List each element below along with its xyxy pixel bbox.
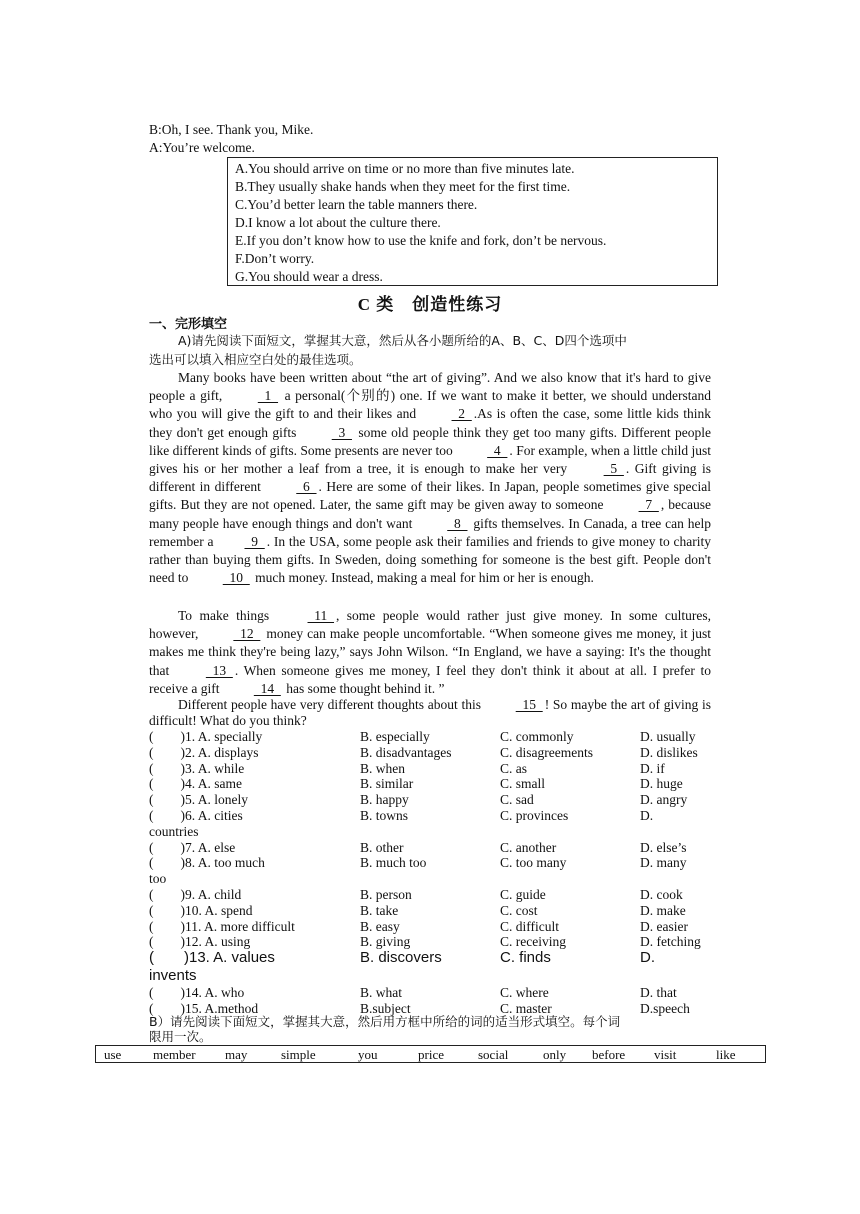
question-stem: ( )15. A.method bbox=[149, 1001, 259, 1016]
subsection-title: 一、完形填空 bbox=[149, 317, 228, 332]
option-b: B. take bbox=[360, 902, 399, 918]
question-stem: ( )7. A. else bbox=[149, 839, 236, 855]
question-stem: ( )13. A. values bbox=[149, 949, 275, 967]
word-box-item: member bbox=[153, 1047, 196, 1062]
option-d-wrap: too bbox=[149, 871, 167, 887]
option-b: B. what bbox=[360, 985, 402, 1001]
question-stem: ( )6. A. cities bbox=[149, 808, 243, 823]
option-b: B. especially bbox=[360, 729, 430, 744]
question-stem: ( )14. A. who bbox=[149, 985, 245, 1001]
option-c: C. guide bbox=[500, 887, 546, 902]
question-stem: ( )11. A. more difficult bbox=[149, 918, 295, 934]
option-c: C. another bbox=[500, 839, 557, 855]
option-d: D. bbox=[640, 949, 655, 967]
word-box-item: use bbox=[104, 1047, 122, 1062]
option-c: C. provinces bbox=[500, 808, 569, 823]
word-box-item: you bbox=[358, 1047, 378, 1062]
blank-13: 13 bbox=[205, 662, 233, 678]
blank-2: 2 bbox=[451, 406, 472, 422]
word-box-item: price bbox=[418, 1047, 444, 1062]
option-d: D. make bbox=[640, 902, 686, 918]
option-c: C. too many bbox=[500, 855, 567, 871]
question-stem: ( )9. A. child bbox=[149, 887, 242, 902]
question-stem: ( )3. A. while bbox=[149, 760, 245, 776]
options-box bbox=[227, 157, 718, 286]
option-b: B.subject bbox=[360, 1001, 411, 1016]
option-f: F.Don’t worry. bbox=[235, 251, 315, 266]
question-stem: ( )12. A. using bbox=[149, 934, 251, 950]
word-box-item: social bbox=[478, 1047, 509, 1062]
blank-6: 6 bbox=[296, 479, 317, 495]
option-d: D. if bbox=[640, 760, 665, 776]
option-d-wrap: countries bbox=[149, 823, 199, 839]
word-box-item: visit bbox=[654, 1047, 677, 1062]
instruction-a-line1: A)请先阅读下面短文，掌握其大意，然后从各小题所给的A、B、C、D四个选项中 bbox=[178, 333, 627, 348]
option-d: D. easier bbox=[640, 918, 688, 934]
blank-15: 15 bbox=[515, 697, 543, 712]
question-stem: ( )10. A. spend bbox=[149, 902, 253, 918]
option-b: B. towns bbox=[360, 808, 409, 823]
blank-10: 10 bbox=[222, 570, 250, 586]
option-c: C. cost bbox=[500, 902, 538, 918]
option-b: B. discovers bbox=[360, 949, 442, 967]
question-stem: ( )2. A. displays bbox=[149, 744, 259, 760]
passage-text: ! So maybe the art of giving is difficult! What do you think? bbox=[149, 697, 711, 728]
blank-5: 5 bbox=[603, 461, 624, 477]
passage-text: . For example, when a little child just gives his or her mother a leaf from a tree, it is enough to make her very bbox=[149, 442, 711, 477]
option-c: C.You’d better learn the table manners there. bbox=[235, 197, 478, 212]
passage-text: . Here are some of their likes. In Japan, people sometimes give special gifts. But they are not opened. Later, the same gift may be given away to someone bbox=[149, 479, 711, 513]
option-c: C. small bbox=[500, 776, 546, 792]
passage-text: Many books have been written about “the art of giving”. And we also know that it's hard to give people a gift, bbox=[149, 370, 711, 404]
instruction-b-line1: B）请先阅读下面短文，掌握其大意，然后用方框中所给的词的适当形式填空。每个词 bbox=[149, 1014, 621, 1029]
option-c: C. finds bbox=[500, 949, 551, 967]
option-e: E.If you don’t know how to use the knife and fork, don’t be nervous. bbox=[235, 233, 607, 248]
instruction-a-line2: 选出可以填入相应空白处的最佳选项。 bbox=[149, 352, 362, 367]
blank-12: 12 bbox=[233, 626, 261, 642]
question-stem: ( )4. A. same bbox=[149, 776, 242, 792]
option-c: C. difficult bbox=[500, 918, 559, 934]
passage-text: has some thought behind it. ” bbox=[282, 680, 445, 696]
option-d: D. huge bbox=[640, 776, 683, 792]
option-b: B.They usually shake hands when they meet for the first time. bbox=[235, 179, 571, 194]
dialog-line-b: B:Oh, I see. Thank you, Mike. bbox=[149, 122, 314, 137]
passage-text: , some people would rather just give money. In some cultures, however, bbox=[149, 608, 711, 642]
option-a: A.You should arrive on time or no more than five minutes late. bbox=[235, 161, 575, 176]
passage-text: To make things bbox=[178, 608, 277, 623]
blank-8: 8 bbox=[447, 515, 468, 531]
passage-text: a personal(个别的) one. If we want to make it better, we should understand who you will give the gift to and their likes and bbox=[149, 388, 711, 422]
option-d: D. many bbox=[640, 855, 687, 871]
passage-paragraph-1 bbox=[149, 369, 711, 587]
option-c: C. sad bbox=[500, 792, 534, 808]
instruction-b-line2: 限用一次。 bbox=[149, 1029, 212, 1044]
option-b: B. person bbox=[360, 887, 412, 902]
option-b: B. easy bbox=[360, 918, 400, 934]
blank-9: 9 bbox=[244, 533, 265, 549]
passage-text: . In the USA, some people ask their families and friends to give money to charity rather than buying them gifts. In Sweden, doing something for someone is the best gift. People don't need to bbox=[149, 533, 711, 586]
option-d: D. else’s bbox=[640, 839, 687, 855]
option-d: D. that bbox=[640, 985, 677, 1001]
word-box-item: may bbox=[225, 1047, 248, 1062]
passage-text: . When someone gives me money, I feel they don't think it about at all. I prefer to receive a gift bbox=[149, 662, 711, 696]
question-stem: ( )1. A. specially bbox=[149, 729, 263, 744]
option-d: D. cook bbox=[640, 887, 683, 902]
option-g: G.You should wear a dress. bbox=[235, 269, 383, 284]
passage-text: some old people think they get too many gifts. Different people like different kinds of gifts. Some presents are never too bbox=[149, 424, 711, 458]
option-d: D.I know a lot about the culture there. bbox=[235, 215, 441, 230]
option-b: B. giving bbox=[360, 934, 411, 950]
blank-3: 3 bbox=[331, 424, 352, 440]
option-b: B. similar bbox=[360, 776, 414, 792]
word-box-item: before bbox=[592, 1047, 626, 1062]
word-box-item: only bbox=[543, 1047, 567, 1062]
passage-text: .As is often the case, some little kids think they don't get enough gifts bbox=[149, 406, 711, 440]
option-c: C. master bbox=[500, 1001, 552, 1016]
passage-paragraph-3 bbox=[149, 697, 711, 729]
passage-text: money can make people uncomfortable. “When someone gives me money, it just makes me think they're being lazy,” says John Wilson. “In England, we have a saying: It's the thought that bbox=[149, 626, 711, 678]
option-c: C. commonly bbox=[500, 729, 574, 744]
blank-11: 11 bbox=[307, 608, 335, 623]
option-d-wrap: invents bbox=[149, 967, 197, 985]
blank-14: 14 bbox=[253, 680, 281, 696]
option-d: D. dislikes bbox=[640, 744, 698, 760]
question-stem: ( )5. A. lonely bbox=[149, 792, 248, 808]
option-c: C. where bbox=[500, 985, 549, 1001]
option-b: B. disadvantages bbox=[360, 744, 452, 760]
option-b: B. much too bbox=[360, 855, 427, 871]
option-b: B. happy bbox=[360, 792, 409, 808]
option-d: D. angry bbox=[640, 792, 688, 808]
passage-paragraph-2 bbox=[149, 607, 711, 698]
passage-text: . Gift giving is different in different bbox=[149, 461, 711, 495]
option-b: B. when bbox=[360, 760, 405, 776]
option-b: B. other bbox=[360, 839, 404, 855]
word-box bbox=[95, 1045, 766, 1063]
passage-text: much money. Instead, making a meal for him or her is enough. bbox=[251, 570, 594, 586]
option-d: D.speech bbox=[640, 1001, 690, 1016]
option-d: D. fetching bbox=[640, 934, 701, 950]
option-c: C. disagreements bbox=[500, 744, 593, 760]
passage-text: Different people have very different thoughts about this bbox=[178, 697, 485, 712]
word-box-item: simple bbox=[281, 1047, 316, 1062]
option-c: C. receiving bbox=[500, 934, 566, 950]
blank-1: 1 bbox=[257, 388, 279, 404]
blank-7: 7 bbox=[638, 497, 659, 513]
question-stem: ( )8. A. too much bbox=[149, 855, 265, 871]
option-c: C. as bbox=[500, 760, 527, 776]
word-box-item: like bbox=[716, 1047, 736, 1062]
dialog-line-a: A:You’re welcome. bbox=[149, 140, 255, 155]
passage-text: gifts themselves. In Canada, a tree can help remember a bbox=[149, 515, 711, 549]
passage-text: , because many people have enough things and don't want bbox=[149, 497, 711, 531]
option-d: D. bbox=[640, 808, 654, 823]
section-heading: C 类 创造性练习 bbox=[357, 295, 503, 314]
blank-4: 4 bbox=[487, 442, 508, 458]
option-d: D. usually bbox=[640, 729, 696, 744]
